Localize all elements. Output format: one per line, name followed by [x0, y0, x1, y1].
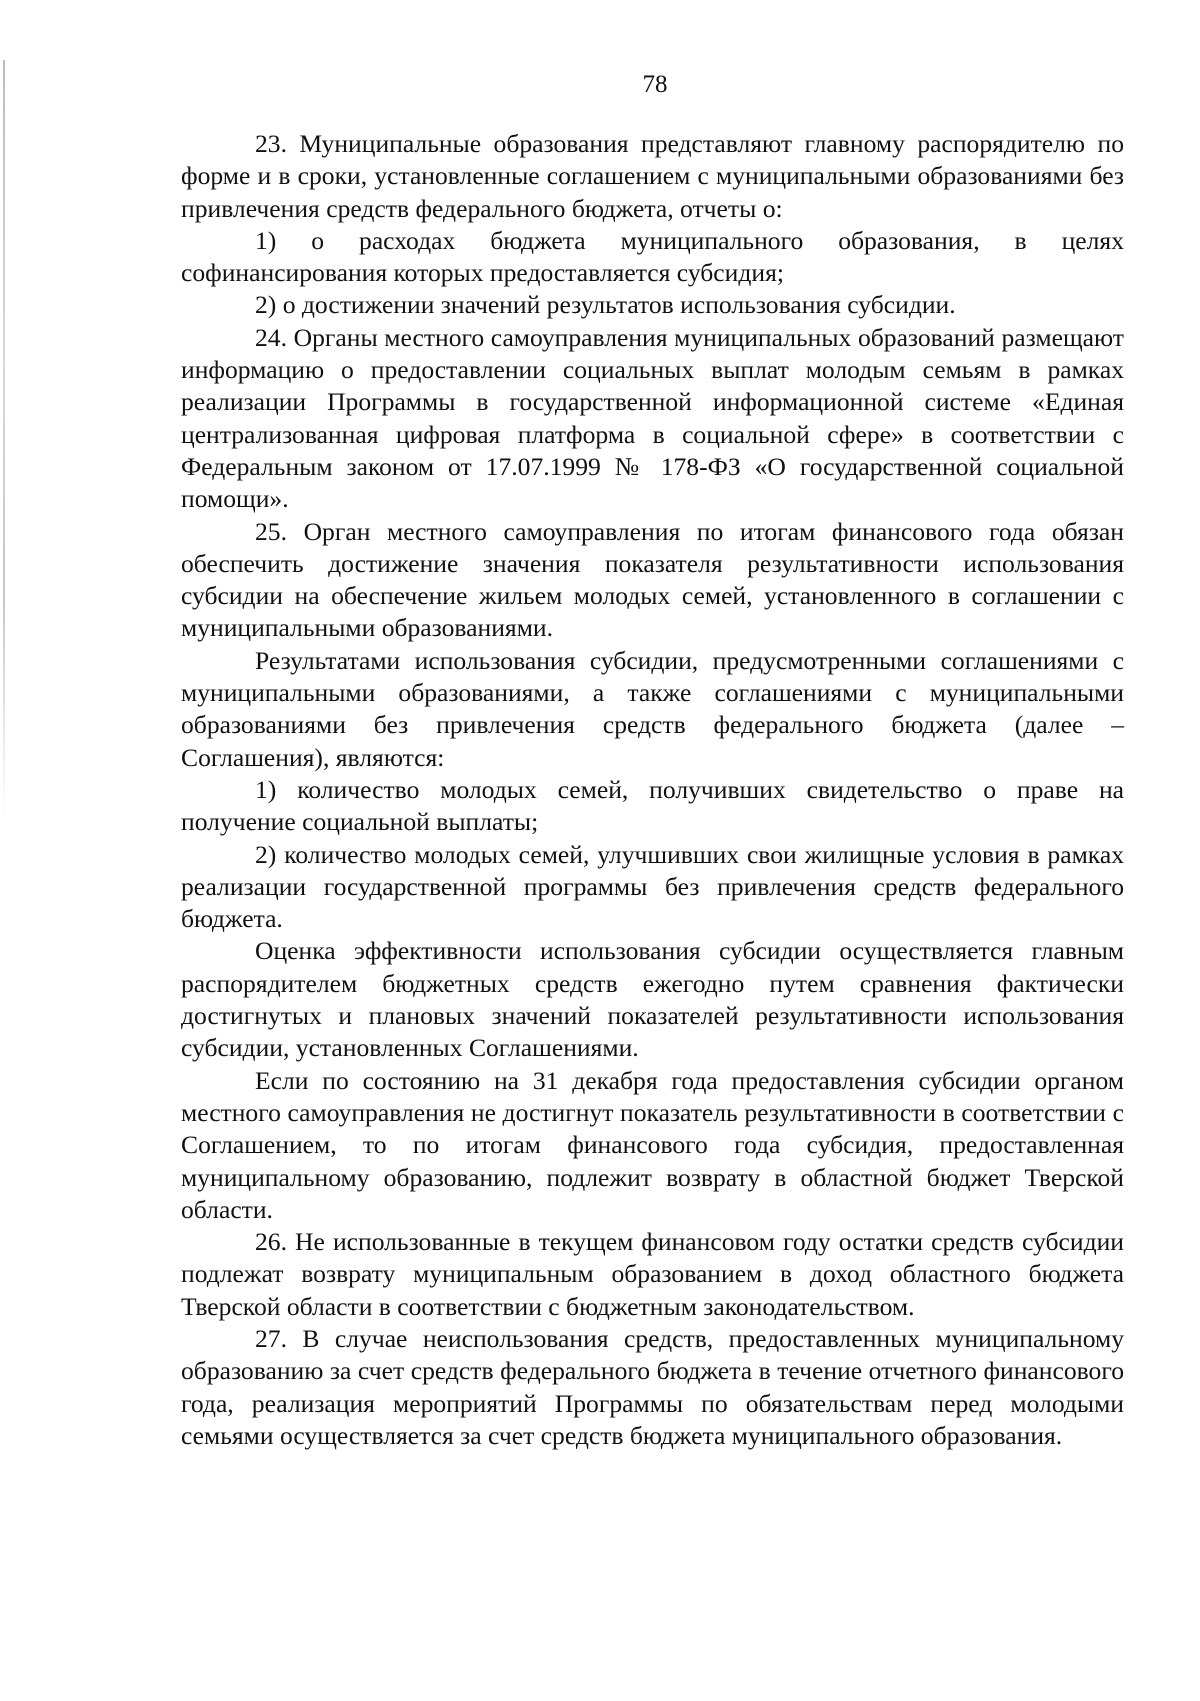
paragraph-26: 26. Не использованные в текущем финансовом году остатки средств субсидии подлежат возврату муниципальным образованием в доход областного бюджета Тверской области в соответствии с бюджетным законодательством. [181, 1227, 1124, 1321]
paragraph-23-item-2: 2) о достижении значений результатов использования субсидии. [255, 290, 956, 320]
scan-edge-shadow [3, 60, 5, 820]
paragraph-results-item-2: 2) количество молодых семей, улучшивших свои жилищные условия в рамках реализации государственной программы без привлечения средств федерального бюджета. [181, 839, 1124, 934]
paragraph-refund-condition: Если по состоянию на 31 декабря года предоставления субсидии органом местного самоуправления не достигнут показатель результативности в соответствии с Соглашением, то по итогам финансового года субсидия, предоставленная муниципальному образованию, подлежит возврату в областной бюджет Тверской области. [181, 1065, 1124, 1224]
paragraph-results-item-1: 1) количество молодых семей, получивших свидетельство о праве на получение социальной выплаты; [181, 774, 1124, 837]
paragraph-results-intro: Результатами использования субсидии, предусмотренными соглашениями с муниципальными образованиями, а также соглашениями с муниципальными образованиями без привлечения средств федерального бюджета (далее – Соглашения), являются: [181, 645, 1124, 772]
page-number: 78 [642, 71, 668, 98]
document-body [181, 128, 1124, 1452]
paragraph-24: 24. Органы местного самоуправления муниципальных образований размещают информацию о предоставлении социальных выплат молодым семьям в рамках реализации Программы в государственной информационной системе «Единая централизованная цифровая платформа в социальной сфере» в соответствии с Федеральным законом от 17.07.1999 № 178-ФЗ «О государственной социальной помощи». [181, 322, 1124, 514]
paragraph-27: 27. В случае неиспользования средств, предоставленных муниципальному образованию за счет средств федерального бюджета в течение отчетного финансового года, реализация мероприятий Программы по обязательствам перед молодыми семьями осуществляется за счет средств бюджета муниципального образования. [181, 1323, 1124, 1450]
paragraph-23: 23. Муниципальные образования представляют главному распорядителю по форме и в сроки, установленные соглашением с муниципальными образованиями без привлечения средств федерального бюджета, отчеты о: [181, 129, 1124, 223]
paragraph-23-item-1: 1) о расходах бюджета муниципального образования, в целях софинансирования которых предоставляется субсидия; [181, 225, 1124, 288]
paragraph-efficiency-evaluation: Оценка эффективности использования субсидии осуществляется главным распорядителем бюджетных средств ежегодно путем сравнения фактически достигнутых и плановых значений показателей результативности использования субсидии, установленных Соглашениями. [181, 936, 1124, 1063]
paragraph-25: 25. Орган местного самоуправления по итогам финансового года обязан обеспечить достижение значения показателя результативности использования субсидии на обеспечение жильем молодых семей, установленного в соглашении с муниципальными образованиями. [181, 516, 1124, 643]
